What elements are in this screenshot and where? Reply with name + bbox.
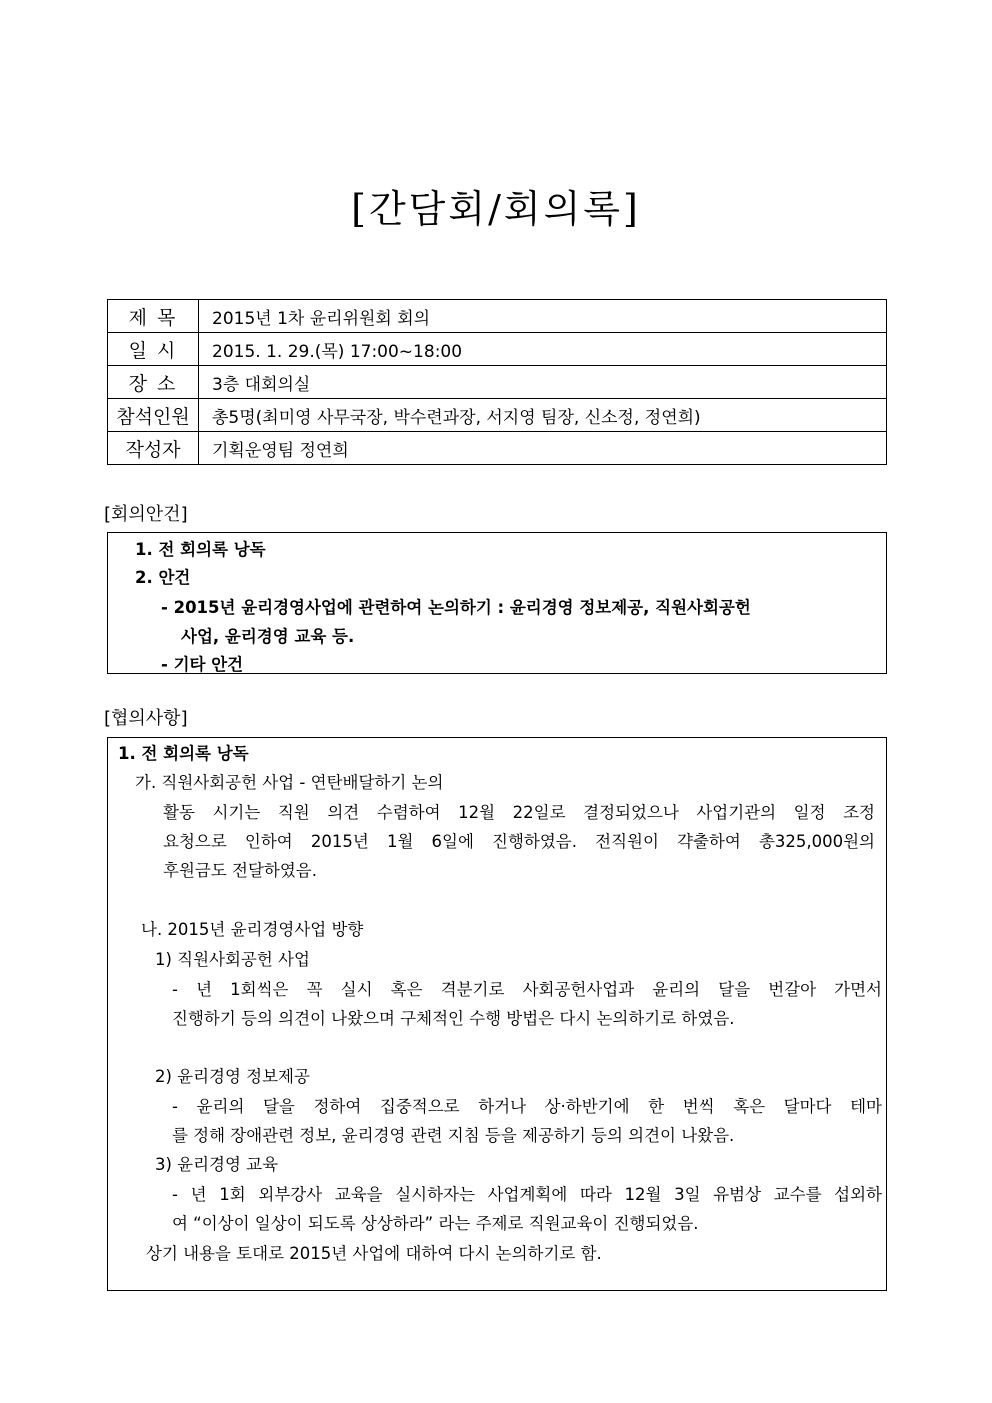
- row-label: 작성자: [108, 432, 199, 465]
- discussion-line: 나. 2015년 윤리경영사업 방향: [141, 920, 364, 939]
- agenda-box: [107, 532, 887, 674]
- discussion-line: 1. 전 회의록 낭독: [118, 744, 249, 763]
- table-row: [108, 333, 887, 366]
- discussion-line: 활동 시기는 직원 의견 수렴하여 12월 22일로 결정되었으나 사업기관의 일정 조정: [163, 803, 875, 822]
- discussion-line: - 년 1회 외부강사 교육을 실시하자는 사업계획에 따라 12월 3일 유범상 교수를 섭외하: [172, 1185, 882, 1204]
- row-value: 총5명(최미영 사무국장, 박수련과장, 서지영 팀장, 신소정, 정연희): [199, 399, 887, 432]
- agenda-line: - 기타 안건: [161, 655, 244, 674]
- row-value: 2015년 1차 윤리위원회 회의: [199, 300, 887, 333]
- page-title: [간담회/회의록]: [351, 187, 641, 231]
- discussion-line: 를 정해 장애관련 정보, 윤리경영 관련 지침 등을 제공하기 등의 의견이 나왔음.: [172, 1126, 735, 1145]
- row-value: 2015. 1. 29.(목) 17:00~18:00: [199, 333, 887, 366]
- discussion-line: - 년 1회씩은 꼭 실시 혹은 격분기로 사회공헌사업과 윤리의 달을 번갈아 가면서: [172, 980, 882, 999]
- table-row: [108, 432, 887, 465]
- discussion-box: [107, 737, 887, 1291]
- table-row: [108, 366, 887, 399]
- agenda-heading: [회의안건]: [104, 504, 188, 525]
- discussion-line: 3) 윤리경영 교육: [155, 1155, 279, 1174]
- row-label: 제 목: [108, 300, 199, 333]
- agenda-line: 2. 안건: [135, 568, 191, 587]
- agenda-line: 사업, 윤리경영 교육 등.: [181, 627, 355, 646]
- row-label: 참석인원: [108, 399, 199, 432]
- table-row: [108, 300, 887, 333]
- discussion-line: 진행하기 등의 의견이 나왔으며 구체적인 수행 방법은 다시 논의하기로 하였음.: [172, 1009, 735, 1028]
- discussion-line: - 윤리의 달을 정하여 집중적으로 하거나 상·하반기에 한 번씩 혹은 달마다 테마: [172, 1097, 882, 1116]
- meeting-info-table: [107, 299, 887, 465]
- agenda-line: 1. 전 회의록 낭독: [135, 540, 266, 559]
- table-row: [108, 399, 887, 432]
- discussion-line: 상기 내용을 토대로 2015년 사업에 대하여 다시 논의하기로 함.: [146, 1244, 602, 1263]
- discussion-line: 요청으로 인하여 2015년 1월 6일에 진행하였음. 전직원이 갹출하여 총325,000원의: [163, 832, 875, 851]
- row-value: 기획운영팀 정연희: [199, 432, 887, 465]
- agenda-line: - 2015년 윤리경영사업에 관련하여 논의하기 : 윤리경영 정보제공, 직원사회공헌: [161, 598, 751, 617]
- discussion-line: 1) 직원사회공헌 사업: [155, 950, 310, 969]
- discussion-heading: [협의사항]: [104, 708, 188, 729]
- row-label: 장 소: [108, 366, 199, 399]
- row-value: 3층 대회의실: [199, 366, 887, 399]
- row-label: 일 시: [108, 333, 199, 366]
- discussion-line: 가. 직원사회공헌 사업 - 연탄배달하기 논의: [135, 773, 444, 792]
- discussion-line: 후원금도 전달하였음.: [163, 861, 317, 880]
- discussion-line: 여 “이상이 일상이 되도록 상상하라” 라는 주제로 직원교육이 진행되었음.: [172, 1214, 699, 1233]
- discussion-line: 2) 윤리경영 정보제공: [155, 1067, 310, 1086]
